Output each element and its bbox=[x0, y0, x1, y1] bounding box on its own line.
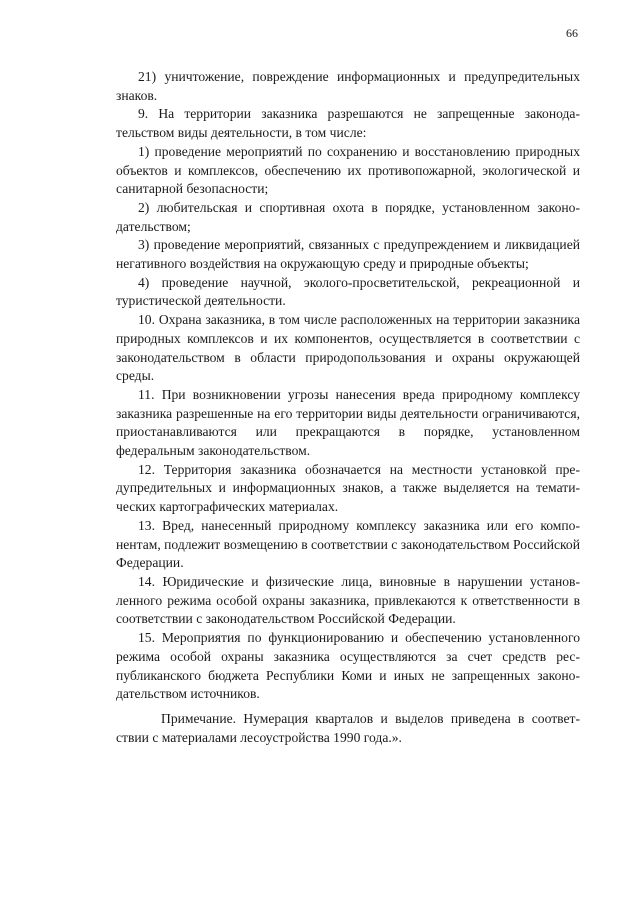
note-paragraph: Примечание. Нумерация кварталов и выделов приведена в соответствии с материалами лесоустройства 1990 года.». bbox=[116, 710, 580, 745]
page-number: 66 bbox=[566, 26, 578, 40]
paragraph-section-13: 13. Вред, нанесенный природному комплексу заказника или его компонентам, подлежит возмещению в соответствии с законодательством Российской Федерации. bbox=[116, 517, 580, 571]
paragraph-item-2: 2) любительская и спортивная охота в порядке, установленном законодательством; bbox=[116, 199, 580, 234]
paragraph-section-10: 10. Охрана заказника, в том числе расположенных на территории заказника природных комплексов и их компонентов, осуществляется в соответствии с законодательством в области природопользования и охраны окружающей среды. bbox=[116, 312, 580, 384]
paragraph-section-9: 9. На территории заказника разрешаются не запрещенные законодательством виды деятельности, в том числе: bbox=[116, 106, 580, 141]
paragraph-section-12: 12. Территория заказника обозначается на местности установкой предупредительных и информационных знаков, а также выделяется на тематических картографических материалах. bbox=[116, 461, 580, 515]
paragraph-item-1: 1) проведение мероприятий по сохранению и восстановлению природных объектов и комплексов, обеспечению их противопожарной, экологической и санитарной безопасности; bbox=[116, 143, 580, 197]
paragraph-section-14: 14. Юридические и физические лица, виновные в нарушении установленного режима особой охраны заказника, привлекаются к ответственности в соответствии с законодательством Российской Федерации. bbox=[116, 573, 580, 627]
paragraph-item-3: 3) проведение мероприятий, связанных с предупреждением и ликвидацией негативного воздействия на окружающую среду и природные объекты; bbox=[116, 237, 580, 272]
document-body bbox=[116, 68, 580, 747]
paragraph-section-11: 11. При возникновении угрозы нанесения вреда природному комплексу заказника разрешенные на его территории виды деятельности ограничиваются, приостанавливаются или прекращаются в порядке, установленном федеральным законодательством. bbox=[116, 386, 580, 459]
paragraph-item-21: 21) уничтожение, повреждение информационных и предупредительных знаков. bbox=[116, 69, 580, 103]
paragraph-section-15: 15. Мероприятия по функционированию и обеспечению установленного режима особой охраны заказника осуществляются за счет средств республиканского бюджета Республики Коми и иных не запрещенных законодательством источников. bbox=[116, 630, 580, 702]
paragraph-item-4: 4) проведение научной, эколого-просветительской, рекреационной и туристической деятельности. bbox=[116, 274, 580, 309]
